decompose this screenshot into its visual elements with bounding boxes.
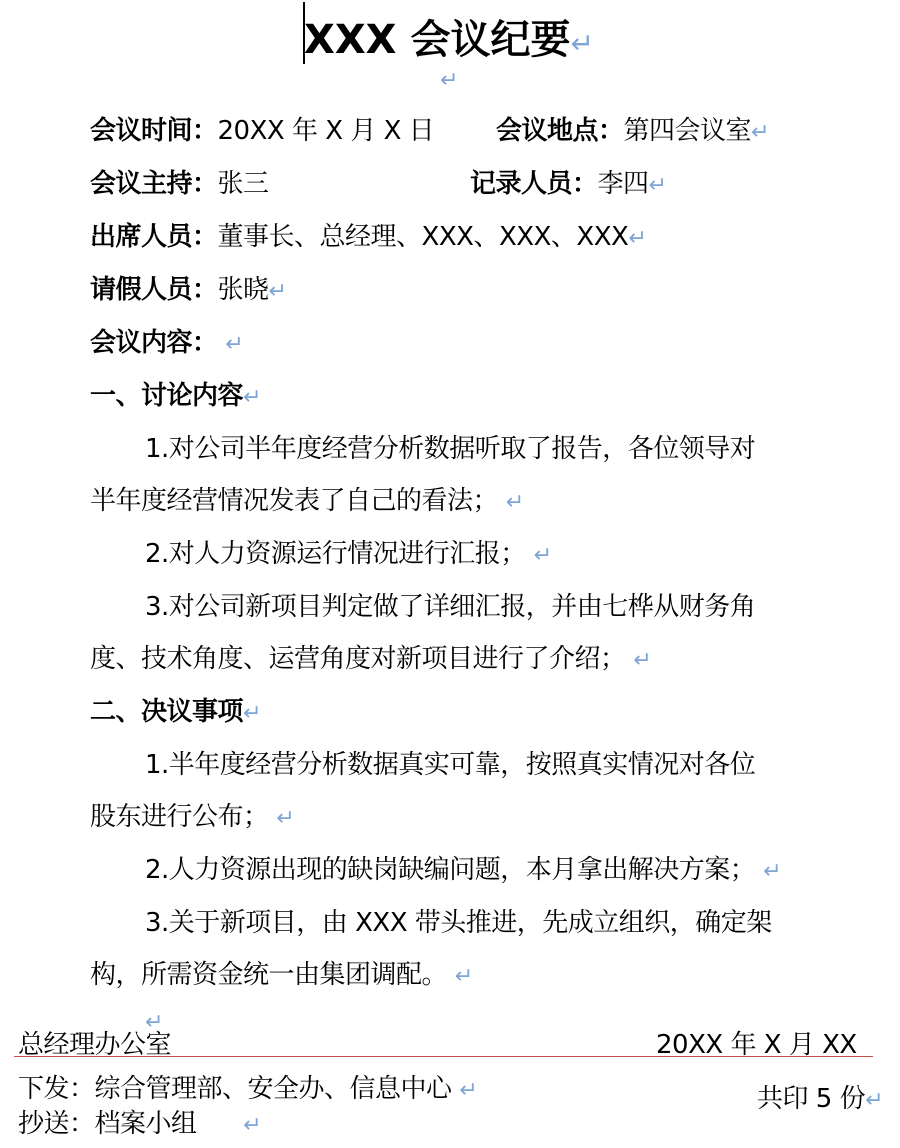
paragraph-mark-icon: ↵ [440, 68, 459, 93]
section-heading-discussion[interactable]: 一、讨论内容↵ [90, 381, 261, 411]
footer-cc[interactable]: 抄送：档案小组 ↵ [18, 1109, 262, 1139]
footer-office[interactable]: 总经理办公室 [18, 1030, 172, 1060]
attendees-label: 出席人员： [90, 222, 218, 252]
paragraph-mark-icon: ↵ [505, 490, 524, 515]
attendees-value: 董事长、总经理、XXX、XXX、XXX [217, 222, 629, 252]
leave-value: 张晓 [217, 275, 269, 305]
meta-row-attendees[interactable] [90, 216, 646, 253]
discussion-item-2[interactable]: 2.对人力资源运行情况进行汇报； ↵ [145, 539, 552, 569]
section-heading-resolutions[interactable]: 二、决议事项↵ [90, 697, 261, 727]
paragraph-mark-icon: ↵ [763, 859, 782, 884]
leave-label: 请假人员： [90, 275, 218, 305]
footer-distribute[interactable]: 下发：综合管理部、安全办、信息中心 ↵ [18, 1074, 478, 1104]
paragraph-mark-icon: ↵ [243, 701, 261, 726]
meeting-place-value: 第四会议室 [623, 116, 752, 146]
paragraph-mark-icon: ↵ [243, 385, 261, 410]
document-title[interactable]: XXX 会议纪要↵ [304, 17, 594, 63]
meeting-place-label: 会议地点： [496, 116, 624, 146]
meeting-time-value: 20XX 年 X 月 X 日 [217, 116, 435, 146]
meeting-time-label: 会议时间： [90, 116, 218, 146]
paragraph-mark-icon: ↵ [459, 1078, 478, 1103]
meta-row-host[interactable] [90, 163, 269, 200]
meeting-host-label: 会议主持： [90, 169, 218, 199]
discussion-item-3-line-2[interactable]: 度、技术角度、运营角度对新项目进行了介绍； ↵ [90, 644, 652, 674]
paragraph-mark-icon: ↵ [276, 806, 295, 831]
paragraph-mark-icon: ↵ [570, 27, 594, 60]
paragraph-mark-icon: ↵ [454, 964, 473, 989]
resolution-item-3-line-1[interactable]: 3.关于新项目，由 XXX 带头推进，先成立组织，确定架 [145, 908, 772, 938]
paragraph-mark-icon: ↵ [533, 543, 552, 568]
resolution-item-3-line-2[interactable]: 构，所需资金统一由集团调配。 ↵ [90, 960, 473, 990]
discussion-item-1-line-2[interactable]: 半年度经营情况发表了自己的看法； ↵ [90, 486, 524, 516]
resolution-item-1-line-1[interactable]: 1.半年度经营分析数据真实可靠，按照真实情况对各位 [145, 750, 756, 780]
paragraph-mark-icon: ↵ [145, 1010, 164, 1035]
paragraph-mark-icon: ↵ [648, 173, 667, 198]
content-label: 会议内容： [90, 328, 218, 358]
paragraph-mark-icon: ↵ [225, 332, 244, 357]
meta-row-time[interactable] [90, 110, 434, 147]
meta-row-content[interactable] [90, 322, 243, 359]
paragraph-mark-icon: ↵ [633, 648, 652, 673]
discussion-item-1-line-1[interactable]: 1.对公司半年度经营分析数据听取了报告，各位领导对 [145, 434, 756, 464]
paragraph-mark-icon: ↵ [628, 226, 647, 251]
footer-copies[interactable]: 共印 5 份↵ [757, 1084, 884, 1114]
footer-divider [14, 1056, 873, 1057]
footer-date[interactable]: 20XX 年 X 月 XX [656, 1030, 857, 1060]
paragraph-mark-icon: ↵ [865, 1088, 884, 1113]
meta-row-recorder[interactable] [470, 163, 666, 200]
meeting-host-value: 张三 [217, 169, 269, 199]
recorder-label: 记录人员： [470, 169, 598, 199]
paragraph-mark-icon: ↵ [751, 120, 769, 145]
meta-row-leave[interactable] [90, 269, 286, 306]
paragraph-mark-icon: ↵ [268, 279, 287, 304]
meta-row-place[interactable] [496, 110, 769, 147]
resolution-item-1-line-2[interactable]: 股东进行公布； ↵ [90, 802, 295, 832]
discussion-item-3-line-1[interactable]: 3.对公司新项目判定做了详细汇报，并由七桦从财务角 [145, 592, 756, 622]
recorder-value: 李四 [597, 169, 649, 199]
resolution-item-2[interactable]: 2.人力资源出现的缺岗缺编问题，本月拿出解决方案； ↵ [145, 855, 782, 885]
paragraph-mark-icon: ↵ [243, 1113, 262, 1138]
